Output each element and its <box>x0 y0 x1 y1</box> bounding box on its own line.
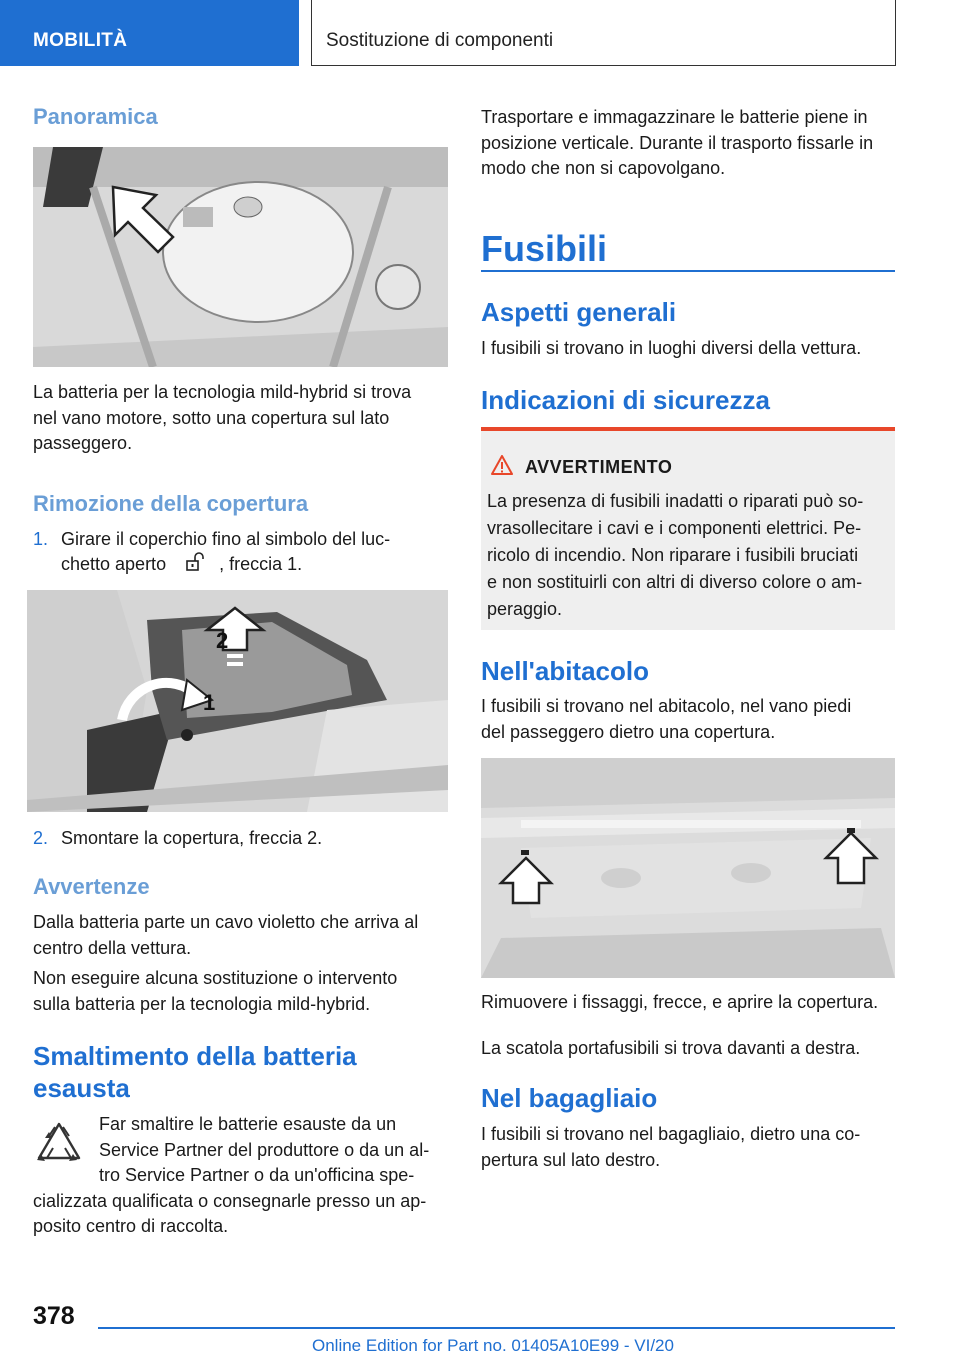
chapter-tab <box>0 0 299 66</box>
heading-abitacolo: Nell'abitacolo <box>481 656 649 686</box>
step-1-number: 1. <box>33 529 49 549</box>
bagagliaio-paragraph: I fusibili si trovano nel bagagliaio, dietro una co- pertura sul lato destro. <box>481 1124 861 1170</box>
callout-1: 1 <box>203 690 216 715</box>
step-2-number: 2. <box>33 828 49 848</box>
warning-text: La presenza di fusibili inadatti o riparati può so- vrasollecitare i cavi e i componenti elettrici. Pe- ricolo di incendio. Non riparare i fusibili bruciati e non sostituirli con altri di diverso colore o am- peraggio. <box>487 491 864 619</box>
heading-smaltimento: Smaltimento della batteria esausta <box>33 1041 357 1103</box>
heading-sicurezza: Indicazioni di sicurezza <box>481 385 770 415</box>
heading-aspetti-generali: Aspetti generali <box>481 297 677 327</box>
scatola-paragraph: La scatola portafusibili si trova davanti a destra. <box>481 1038 861 1058</box>
chapter-title: MOBILITÀ <box>33 30 128 51</box>
heading-panoramica: Panoramica <box>33 104 158 129</box>
footer-rule <box>98 1327 895 1329</box>
heading-rimozione: Rimozione della copertura <box>33 491 309 516</box>
rimuovere-paragraph: Rimuovere i fissaggi, frecce, e aprire la copertura. <box>481 992 879 1012</box>
warning-triangle-icon <box>491 455 513 475</box>
warning-title: AVVERTIMENTO <box>525 457 673 477</box>
heading-bagagliaio: Nel bagagliaio <box>481 1083 658 1113</box>
footwell-cover-photo <box>481 758 895 978</box>
section-tab <box>311 0 896 66</box>
padlock-open-icon <box>185 552 207 572</box>
transport-paragraph: Trasportare e immagazzinare le batterie piene in posizione verticale. Durante il trasporto fissarle in modo che non si capovolgano. <box>481 107 874 178</box>
battery-description: La batteria per la tecnologia mild-hybrid si trova nel vano motore, sotto una copertura sul lato passeggero. <box>33 382 412 453</box>
step-1: 1. Girare il coperchio fino al simbolo del luc- chetto aperto , freccia 1. <box>33 529 391 574</box>
page-number: 378 <box>33 1302 75 1330</box>
aspetti-paragraph: I fusibili si trovano in luoghi diversi della vettura. <box>481 338 862 358</box>
battery-cover-photo <box>27 590 448 812</box>
edition-text: Online Edition for Part no. 01405A10E99 - VI/20 <box>312 1336 674 1355</box>
avvertenze-paragraph-2: Non eseguire alcuna sostituzione o intervento sulla batteria per la tecnologia mild-hybrid. <box>33 968 398 1014</box>
avvertenze-paragraph-1: Dalla batteria parte un cavo violetto che arriva al centro della vettura. <box>33 912 419 958</box>
warning-box <box>481 427 895 630</box>
heading-avvertenze: Avvertenze <box>33 874 150 899</box>
heading-rule <box>481 270 895 272</box>
engine-bay-photo <box>33 147 448 367</box>
section-title: Sostituzione di componenti <box>326 30 554 51</box>
abitacolo-paragraph: I fusibili si trovano nel abitacolo, nel vano piedi del passeggero dietro una copertura. <box>481 696 852 742</box>
heading-fusibili: Fusibili <box>481 228 607 269</box>
callout-2: 2 <box>216 628 229 653</box>
smaltimento-paragraph: Far smaltire le batterie esauste da un Service Partner del produttore o da un al- tro Service Partner o da un'officina spe- cializzata qualificata o consegnarle presso un ap- posito centro di raccolta. <box>33 1114 430 1236</box>
